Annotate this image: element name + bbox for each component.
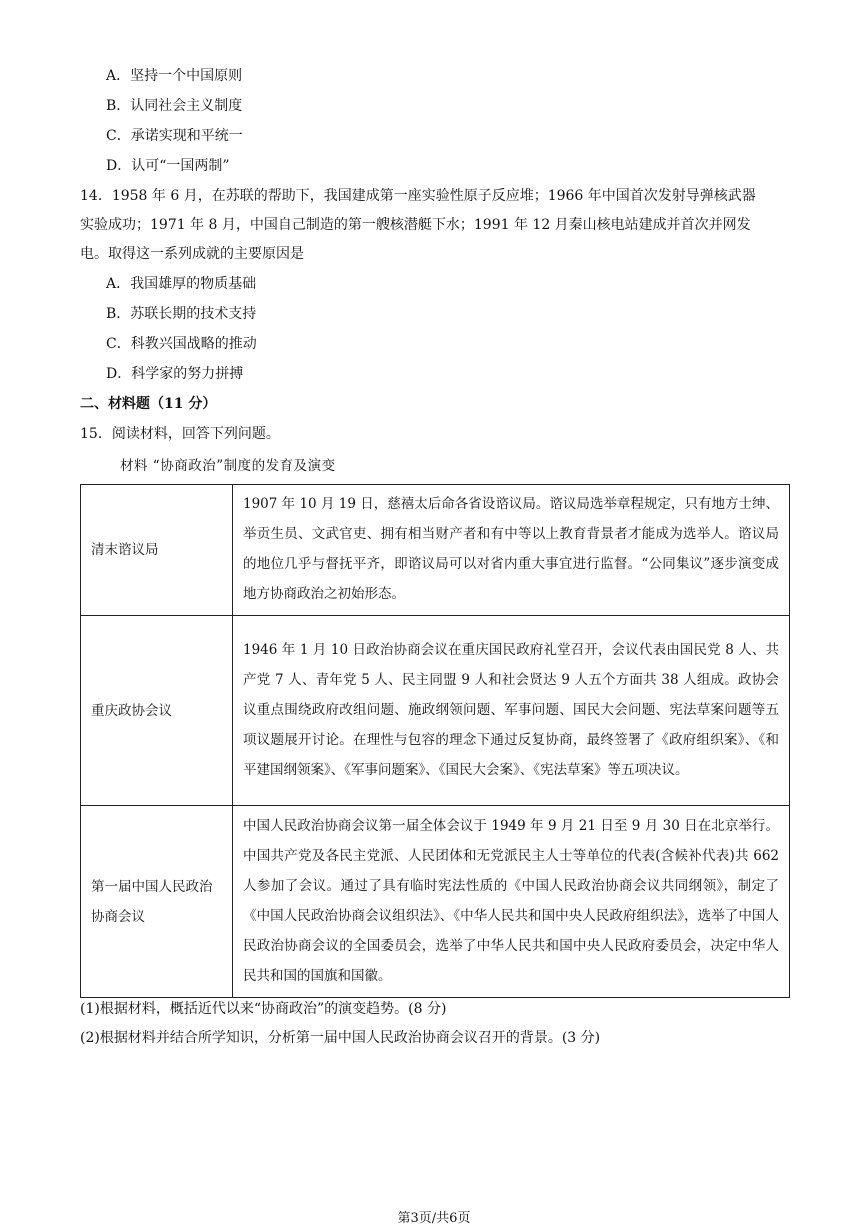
row-body: 中国人民政治协商会议第一届全体会议于 1949 年 9 月 21 日至 9 月 30 日在北京举行。中国共产党及各民主党派、人民团体和无党派民主人士等单位的代表(含候补代表)共 662 人参加了会议。通过了具有临时宪法性质的《中国人民政治协商会议共同纲领》，制定了《中国人民政治协商会议组织法》、《中华人民共和国中央人民政府组织法》，选举了中国人民政治协商会议的全国委员会，选举了中华人民共和国中央人民政府委员会，决定中华人民共和国的国旗和国徽。 (233, 806, 790, 998)
q13-option-b: B．认同社会主义制度 (106, 98, 243, 114)
q14-stem-line-1: 14．1958 年 6 月，在苏联的帮助下，我国建成第一座实验性原子反应堆；1966 年中国首次发射导弹核武器 (80, 188, 756, 204)
q14-option-b: B．苏联长期的技术支持 (106, 306, 257, 322)
q15-stem: 15．阅读材料，回答下列问题。 (80, 426, 280, 442)
row-body: 1907 年 10 月 19 日，慈禧太后命各省设谘议局。谘议局选举章程规定，只有地方士绅、举贡生员、文武官吏、拥有相当财产者和有中等以上教育背景者才能成为选举人。谘议局的地位几乎与督抚平齐，即谘议局可以对省内重大事宜进行监督。“公同集议”逐步演变成地方协商政治之初始形态。 (233, 485, 790, 616)
table-row (81, 485, 790, 616)
table-row (81, 616, 790, 806)
sub-question-1: (1)根据材料，概括近代以来“协商政治”的演变趋势。(8 分) (80, 1001, 447, 1017)
q14-stem-line-3: 电。取得这一系列成就的主要原因是 (80, 246, 304, 262)
material-table (80, 484, 790, 998)
q14-option-d: D．科学家的努力拼搏 (106, 366, 244, 382)
section-heading: 二、材料题（11 分） (80, 396, 217, 412)
table-row (81, 806, 790, 998)
q13-option-d: D．认可“一国两制” (106, 158, 230, 174)
q14-option-a: A．我国雄厚的物质基础 (106, 276, 257, 292)
row-name: 第一届中国人民政治协商会议 (81, 806, 233, 998)
row-body: 1946 年 1 月 10 日政治协商会议在重庆国民政府礼堂召开，会议代表由国民党 8 人、共产党 7 人、青年党 5 人、民主同盟 9 人和社会贤达 9 人五个方面共 38 人组成。政协会议重点围绕政府改组问题、施政纲领问题、军事问题、国民大会问题、宪法草案问题等五项议题展开讨论。在理性与包容的理念下通过反复协商，最终签署了《政府组织案》、《和平建国纲领案》、《军事问题案》、《国民大会案》、《宪法草案》等五项决议。 (233, 616, 790, 806)
q13-option-a: A．坚持一个中国原则 (106, 68, 243, 84)
row-name: 重庆政协会议 (81, 616, 233, 806)
sub-question-2: (2)根据材料并结合所学知识，分析第一届中国人民政治协商会议召开的背景。(3 分) (80, 1030, 601, 1046)
material-title: 材料 “协商政治”制度的发育及演变 (120, 458, 336, 474)
page-footer: 第3页/共6页 (397, 1211, 471, 1226)
row-name: 清末谘议局 (81, 485, 233, 616)
q14-option-c: C．科教兴国战略的推动 (106, 336, 257, 352)
q14-stem-line-2: 实验成功；1971 年 8 月，中国自己制造的第一艘核潜艇下水；1991 年 12 月秦山核电站建成并首次并网发 (80, 217, 751, 233)
q13-option-c: C．承诺实现和平统一 (106, 128, 243, 144)
